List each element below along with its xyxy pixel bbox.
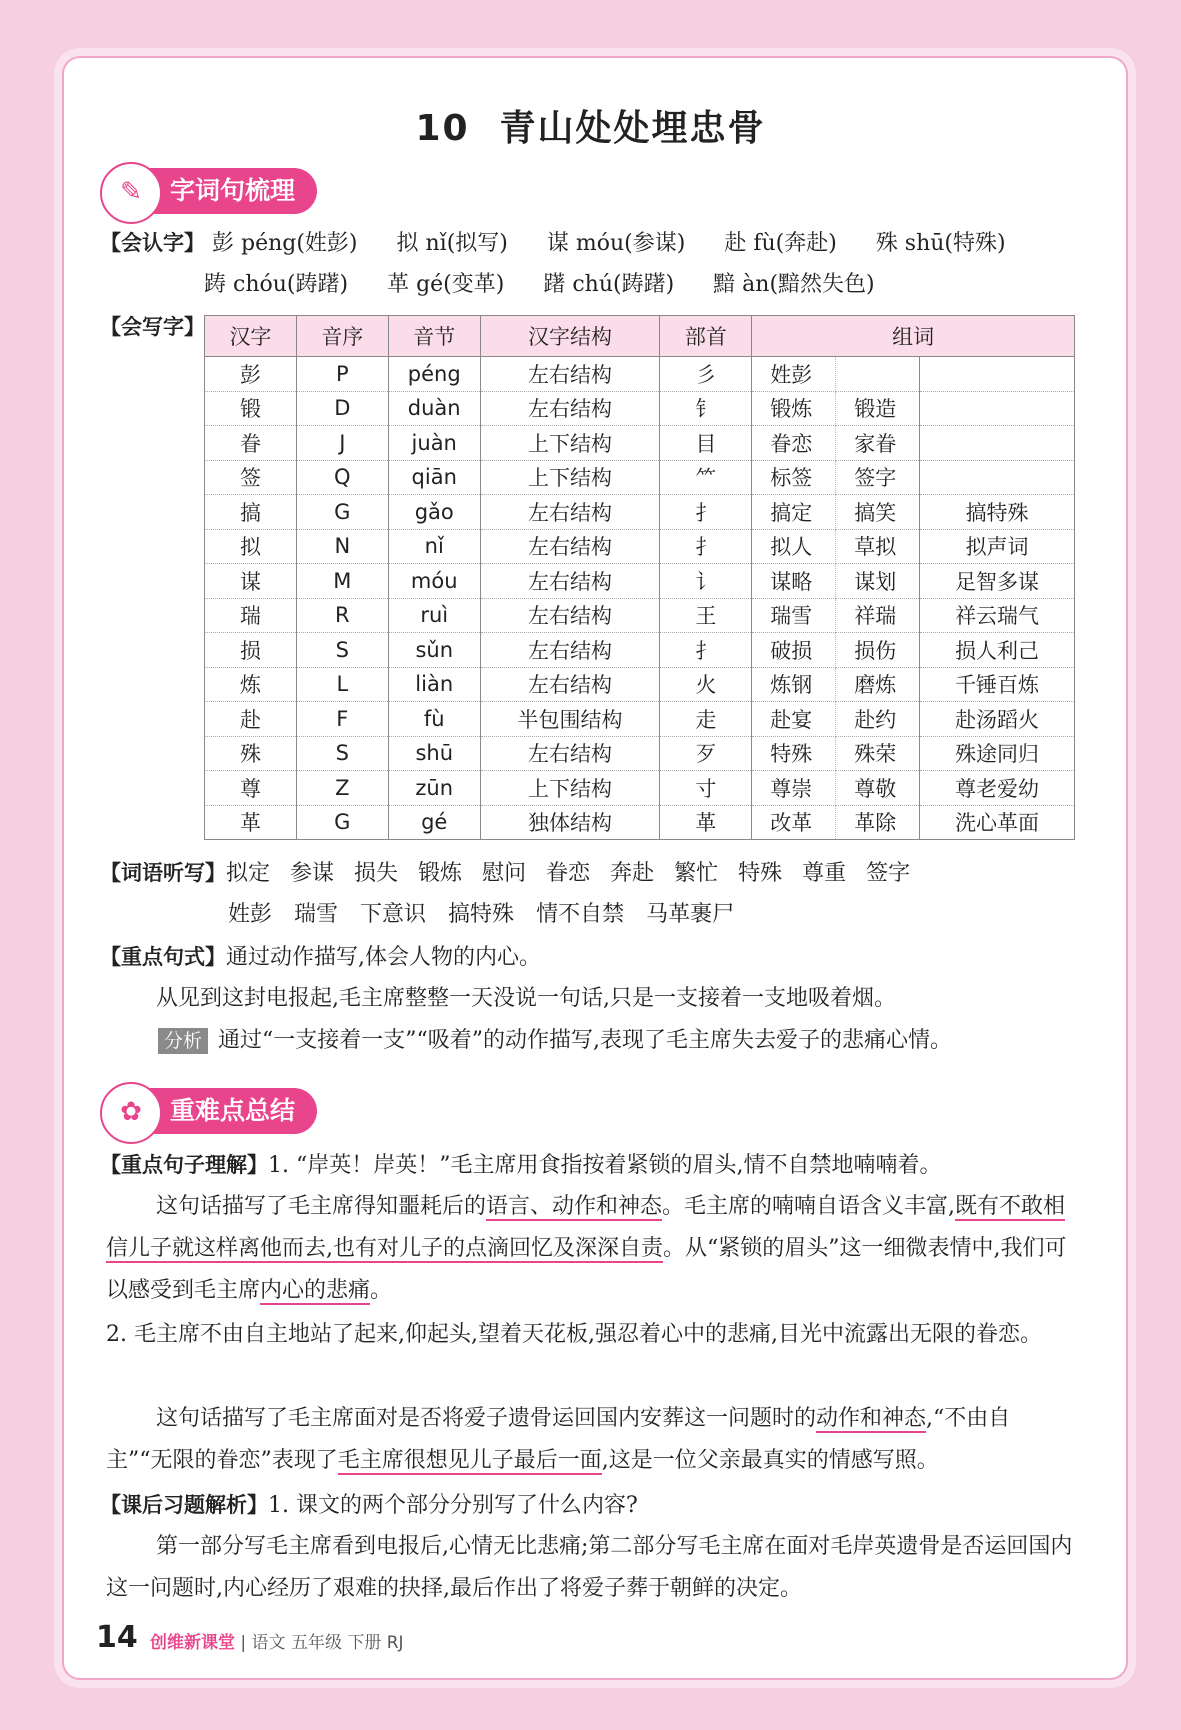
header-cell: 汉字: [205, 316, 297, 357]
table-cell: 彡: [660, 357, 752, 392]
table-row: [205, 426, 1075, 461]
book-mascot-icon: ✿: [100, 1082, 162, 1144]
table-cell: 锻炼: [752, 391, 836, 426]
table-cell: 左右结构: [480, 667, 660, 702]
table-header-row: [205, 316, 1075, 357]
table-cell: 左右结构: [480, 633, 660, 668]
table-cell: 祥瑞: [836, 598, 920, 633]
dictation-row-2: [228, 900, 756, 930]
pattern-tag: 【重点句式】: [100, 945, 226, 969]
table-cell: 尊崇: [752, 771, 836, 806]
table-cell: 拟人: [752, 529, 836, 564]
table-cell: shū: [388, 736, 480, 771]
table-cell: móu: [388, 564, 480, 599]
footer-info: [150, 1628, 404, 1653]
table-cell: 目: [660, 426, 752, 461]
table-cell: 签字: [836, 460, 920, 495]
dictation-word: 锻炼: [418, 861, 463, 886]
write-tag-row: [100, 312, 205, 343]
table-cell: 王: [660, 598, 752, 633]
answer-text: 。: [370, 1278, 393, 1303]
understanding-q1: [100, 1150, 941, 1181]
dictation-word: 下意识: [360, 902, 427, 927]
table-cell: 左右结构: [480, 495, 660, 530]
table-cell: 走: [660, 702, 752, 737]
answer-text: 这句话描写了毛主席得知噩耗后的: [156, 1194, 487, 1219]
question-text: 1. “岸英！岸英！”毛主席用食指按着紧锁的眉头,情不自禁地喃喃着。: [268, 1153, 942, 1178]
dictation-word: 拟定: [226, 861, 271, 886]
recognize-item: 殊 shū(特殊): [875, 231, 1006, 256]
example-sentence: 从见到这封电报起,毛主席整整一天没说一句话,只是一支接着一支地吸着烟。: [156, 986, 896, 1011]
answer-text: 。毛主席的喃喃自语含义丰富,: [662, 1194, 956, 1219]
table-cell: G: [296, 495, 388, 530]
table-cell: 祥云瑞气: [920, 598, 1075, 633]
table-cell: 洗心革面: [920, 805, 1075, 840]
table-cell: 眷: [205, 426, 297, 461]
table-cell: M: [296, 564, 388, 599]
table-cell: juàn: [388, 426, 480, 461]
understanding-a1: [106, 1186, 1076, 1312]
table-cell: 搞笑: [836, 495, 920, 530]
pattern-row: [100, 942, 541, 973]
table-cell: 左右结构: [480, 736, 660, 771]
table-cell: 损伤: [836, 633, 920, 668]
write-characters-table: [204, 315, 1075, 840]
table-cell: 谋划: [836, 564, 920, 599]
recognize-item: 踌 chóu(踌躇): [204, 272, 349, 297]
recognize-row-1: [100, 228, 1006, 259]
table-cell: 革: [205, 805, 297, 840]
table-cell: 姓彭: [752, 357, 836, 392]
table-cell: [920, 391, 1075, 426]
highlight-text: 内心的悲痛: [260, 1278, 371, 1303]
table-cell: 足智多谋: [920, 564, 1075, 599]
analysis-text: 通过“一支接着一支”“吸着”的动作描写,表现了毛主席失去爱子的悲痛心情。: [218, 1028, 952, 1053]
table-cell: N: [296, 529, 388, 564]
dictation-word: 瑞雪: [294, 902, 339, 927]
recognize-item: 拟 nǐ(拟写): [396, 231, 508, 256]
table-row: [205, 771, 1075, 806]
header-cell: 组词: [752, 316, 1075, 357]
understanding-tag: 【重点句子理解】: [100, 1153, 268, 1177]
question-text: 2. 毛主席不由自主地站了起来,仰起头,望着天花板,强忍着心中的悲痛,目光中流露出无限的眷恋。: [106, 1322, 1042, 1347]
table-cell: [920, 460, 1075, 495]
brand-name: 创维新课堂: [150, 1633, 235, 1653]
answer-text: 第一部分写毛主席看到电报后,心情无比悲痛;第二部分写毛主席在面对毛岸英遗骨是否运回国内这一问题时,内心经历了艰难的抉择,最后作出了将爱子葬于朝鲜的决定。: [106, 1534, 1073, 1601]
table-cell: [920, 357, 1075, 392]
table-cell: 尊老爱幼: [920, 771, 1075, 806]
table-row: [205, 495, 1075, 530]
table-cell: sǔn: [388, 633, 480, 668]
pattern-example: [156, 984, 896, 1014]
highlight-text: 语言、动作和神态: [486, 1194, 663, 1219]
table-cell: liàn: [388, 667, 480, 702]
table-cell: gǎo: [388, 495, 480, 530]
table-cell: 寸: [660, 771, 752, 806]
table-cell: 扌: [660, 495, 752, 530]
table-cell: 上下结构: [480, 460, 660, 495]
table-cell: péng: [388, 357, 480, 392]
header-cell: 音序: [296, 316, 388, 357]
table-row: [205, 805, 1075, 840]
table-cell: [836, 357, 920, 392]
table-row: [205, 702, 1075, 737]
table-row: [205, 391, 1075, 426]
answer-text: ,这是一位父亲最真实的情感写照。: [601, 1448, 939, 1473]
header-cell: 音节: [388, 316, 480, 357]
table-cell: 拟声词: [920, 529, 1075, 564]
table-cell: 家眷: [836, 426, 920, 461]
table-row: [205, 667, 1075, 702]
table-cell: 左右结构: [480, 391, 660, 426]
exercise-tag: 【课后习题解析】: [100, 1493, 268, 1517]
table-cell: 搞特殊: [920, 495, 1075, 530]
recognize-row-2: [204, 270, 875, 300]
exercise-q1: [100, 1490, 638, 1521]
dictation-word: 马革裹尸: [646, 902, 735, 927]
table-cell: 草拟: [836, 529, 920, 564]
analysis-label: 分析: [158, 1028, 208, 1054]
section-badge-summary: [104, 1088, 317, 1134]
table-cell: 左右结构: [480, 598, 660, 633]
table-cell: 彭: [205, 357, 297, 392]
table-cell: 炼钢: [752, 667, 836, 702]
sheep-mascot-icon: ✎: [100, 162, 162, 224]
table-cell: 谋: [205, 564, 297, 599]
dictation-word: 姓彭: [228, 902, 273, 927]
table-cell: 瑞: [205, 598, 297, 633]
table-cell: 特殊: [752, 736, 836, 771]
table-cell: 锻造: [836, 391, 920, 426]
table-cell: fù: [388, 702, 480, 737]
table-cell: 独体结构: [480, 805, 660, 840]
table-cell: 搞: [205, 495, 297, 530]
table-cell: Q: [296, 460, 388, 495]
table-row: [205, 736, 1075, 771]
table-cell: 谋略: [752, 564, 836, 599]
section-label: 字词句梳理: [170, 176, 296, 205]
table-cell: 眷恋: [752, 426, 836, 461]
dictation-word: 繁忙: [674, 861, 719, 886]
table-cell: 上下结构: [480, 426, 660, 461]
table-cell: Z: [296, 771, 388, 806]
recognize-item: 躇 chú(踌躇): [543, 272, 675, 297]
dictation-row-1: [100, 858, 930, 889]
table-cell: 讠: [660, 564, 752, 599]
table-cell: [920, 426, 1075, 461]
table-cell: qiān: [388, 460, 480, 495]
recognize-item: 彭 péng(姓彭): [212, 231, 358, 256]
recognize-item: 赴 fù(奔赴): [724, 231, 837, 256]
table-cell: S: [296, 633, 388, 668]
table-cell: 赴汤蹈火: [920, 702, 1075, 737]
table-cell: 炼: [205, 667, 297, 702]
table-cell: 革除: [836, 805, 920, 840]
section-label: 重难点总结: [170, 1096, 296, 1125]
table-cell: 歹: [660, 736, 752, 771]
table-cell: ruì: [388, 598, 480, 633]
table-cell: 千锤百炼: [920, 667, 1075, 702]
table-cell: F: [296, 702, 388, 737]
write-tag: 【会写字】: [100, 315, 205, 339]
dictation-word: 损失: [354, 861, 399, 886]
table-row: [205, 529, 1075, 564]
answer-text: ,“不由自主”“无限的眷恋”表现了: [106, 1406, 1011, 1473]
table-cell: L: [296, 667, 388, 702]
table-cell: R: [296, 598, 388, 633]
dictation-word: 参谋: [290, 861, 335, 886]
table-cell: 火: [660, 667, 752, 702]
highlight-text: 毛主席很想见儿子最后一面: [337, 1448, 602, 1473]
book-info: | 语文 五年级 下册 RJ: [240, 1633, 404, 1653]
answer-text: 这句话描写了毛主席面对是否将爱子遗骨运回国内安葬这一问题时的: [156, 1406, 817, 1431]
dictation-word: 眷恋: [546, 861, 591, 886]
recognize-item: 革 gé(变革): [387, 272, 505, 297]
page-number: 14: [96, 1620, 138, 1655]
section-badge-vocab: [104, 168, 317, 214]
table-cell: S: [296, 736, 388, 771]
lesson-number: 10: [415, 108, 470, 149]
table-cell: nǐ: [388, 529, 480, 564]
highlight-text: 动作和神态: [816, 1406, 927, 1431]
table-row: [205, 633, 1075, 668]
table-cell: ⺮: [660, 460, 752, 495]
table-cell: D: [296, 391, 388, 426]
table-cell: J: [296, 426, 388, 461]
table-cell: 上下结构: [480, 771, 660, 806]
table-cell: 搞定: [752, 495, 836, 530]
table-cell: 扌: [660, 633, 752, 668]
table-cell: 瑞雪: [752, 598, 836, 633]
recognize-item: 谋 móu(参谋): [546, 231, 686, 256]
table-cell: 半包围结构: [480, 702, 660, 737]
understanding-q2: [106, 1314, 1076, 1356]
table-cell: 损: [205, 633, 297, 668]
table-cell: 标签: [752, 460, 836, 495]
table-cell: 殊途同归: [920, 736, 1075, 771]
table-cell: 扌: [660, 529, 752, 564]
table-cell: 破损: [752, 633, 836, 668]
table-row: [205, 357, 1075, 392]
table-cell: 尊: [205, 771, 297, 806]
lesson-name: 青山处处埋忠骨: [499, 108, 766, 149]
lesson-title: [0, 100, 1181, 151]
dictation-word: 尊重: [802, 861, 847, 886]
table-cell: 左右结构: [480, 357, 660, 392]
table-cell: 改革: [752, 805, 836, 840]
table-cell: 尊敬: [836, 771, 920, 806]
pattern-text: 通过动作描写,体会人物的内心。: [226, 945, 541, 970]
dictation-word: 奔赴: [610, 861, 655, 886]
table-cell: 左右结构: [480, 529, 660, 564]
header-cell: 汉字结构: [480, 316, 660, 357]
table-cell: 磨炼: [836, 667, 920, 702]
table-row: [205, 564, 1075, 599]
recognize-tag: 【会认字】: [100, 231, 205, 255]
table-cell: 赴约: [836, 702, 920, 737]
table-cell: 钅: [660, 391, 752, 426]
table-cell: 拟: [205, 529, 297, 564]
table-cell: 殊荣: [836, 736, 920, 771]
table-cell: 损人利己: [920, 633, 1075, 668]
table-cell: G: [296, 805, 388, 840]
question-text: 1. 课文的两个部分分别写了什么内容?: [268, 1493, 638, 1518]
pattern-analysis: [158, 1026, 952, 1056]
table-cell: 锻: [205, 391, 297, 426]
table-row: [205, 598, 1075, 633]
table-row: [205, 460, 1075, 495]
understanding-a2: [106, 1398, 1076, 1482]
table-cell: 赴宴: [752, 702, 836, 737]
dictation-word: 签字: [866, 861, 911, 886]
exercise-a1: [106, 1526, 1076, 1610]
table-cell: P: [296, 357, 388, 392]
table-cell: 左右结构: [480, 564, 660, 599]
recognize-item: 黯 àn(黯然失色): [713, 272, 875, 297]
table-cell: duàn: [388, 391, 480, 426]
table-cell: zūn: [388, 771, 480, 806]
table-cell: 殊: [205, 736, 297, 771]
table-cell: 赴: [205, 702, 297, 737]
highlight-text: 既有不敢相信儿子就这样离他而去,也有对儿子的点滴回忆及深深自责: [106, 1194, 1066, 1261]
dictation-word: 搞特殊: [448, 902, 515, 927]
answer-text: 。从“紧锁的眉头”这一细微表情中,我们可以感受到毛主席: [106, 1236, 1067, 1303]
dictation-tag: 【词语听写】: [100, 861, 226, 885]
header-cell: 部首: [660, 316, 752, 357]
dictation-word: 特殊: [738, 861, 783, 886]
table-cell: 签: [205, 460, 297, 495]
table-cell: gé: [388, 805, 480, 840]
dictation-word: 情不自禁: [536, 902, 625, 927]
dictation-word: 慰问: [482, 861, 527, 886]
table-cell: 革: [660, 805, 752, 840]
